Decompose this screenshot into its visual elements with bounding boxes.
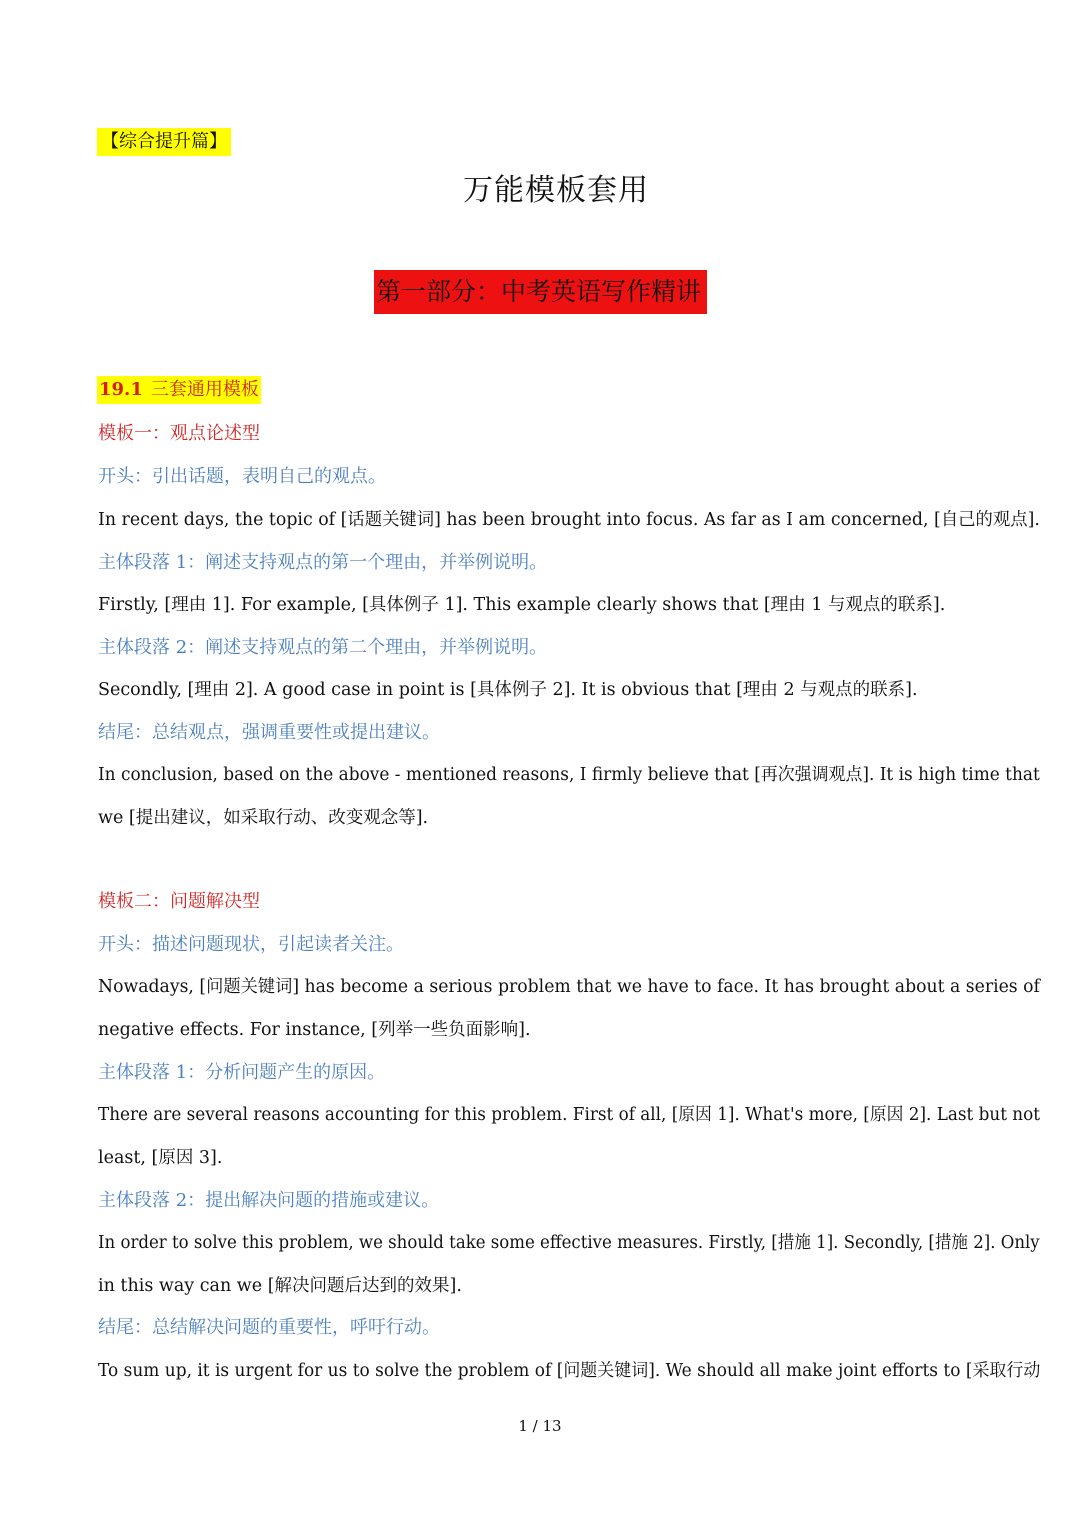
template1-opening-text: In recent days, the topic of [话题关键词] has been brought into focus. As far as I am concerned, [自己的观点]. xyxy=(98,510,1040,530)
template2-body1-text-2: least, [原因 3]. xyxy=(98,1148,223,1168)
template2-body2-text-2: in this way can we [解决问题后达到的效果]. xyxy=(98,1276,462,1296)
template1-body1-label: 主体段落 1：阐述支持观点的第一个理由，并举例说明。 xyxy=(98,552,548,573)
part-banner: 第一部分：中考英语写作精讲 xyxy=(374,270,707,314)
template1-ending-text-2: we [提出建议，如采取行动、改变观念等]. xyxy=(98,808,429,828)
template2-heading: 模板二：问题解决型 xyxy=(98,891,260,912)
template2-body2-label: 主体段落 2：提出解决问题的措施或建议。 xyxy=(98,1190,440,1211)
page-title: 万能模板套用 xyxy=(463,173,649,208)
template2-ending-label: 结尾：总结解决问题的重要性，呼吁行动。 xyxy=(98,1317,440,1338)
template2-opening-label: 开头：描述问题现状，引起读者关注。 xyxy=(98,934,404,955)
template2-body1-text-1: There are several reasons accounting for this problem. First of all, [原因 1]. What's more, [原因 2]. Last but not xyxy=(98,1105,1040,1125)
template2-ending-text-1: To sum up, it is urgent for us to solve the problem of [问题关键词]. We should all make joint efforts to [采取行动 xyxy=(98,1361,1041,1381)
template2-body2-text-1: In order to solve this problem, we should take some effective measures. Firstly, [措施 1]. Secondly, [措施 2]. Only xyxy=(98,1233,1040,1253)
category-tag: 【综合提升篇】 xyxy=(97,128,231,156)
section-name: 三套通用模板 xyxy=(150,379,259,400)
page-number: 1 / 13 xyxy=(518,1417,562,1435)
section-number: 19.1 xyxy=(99,379,143,400)
template1-ending-label: 结尾：总结观点，强调重要性或提出建议。 xyxy=(98,722,440,743)
template1-body1-text: Firstly, [理由 1]. For example, [具体例子 1]. This example clearly shows that [理由 1 与观点的联系]. xyxy=(98,595,946,615)
template1-ending-text-1: In conclusion, based on the above - mentioned reasons, I firmly believe that [再次强调观点]. It is high time that xyxy=(98,765,1040,785)
section-heading xyxy=(97,376,261,404)
template2-opening-text-2: negative effects. For instance, [列举一些负面影响]. xyxy=(98,1020,531,1040)
template1-body2-label: 主体段落 2：阐述支持观点的第二个理由，并举例说明。 xyxy=(98,637,548,658)
template1-heading: 模板一：观点论述型 xyxy=(98,423,260,444)
template2-body1-label: 主体段落 1：分析问题产生的原因。 xyxy=(98,1062,386,1083)
template1-opening-label: 开头：引出话题，表明自己的观点。 xyxy=(98,466,386,487)
template1-body2-text: Secondly, [理由 2]. A good case in point is [具体例子 2]. It is obvious that [理由 2 与观点的联系]. xyxy=(98,680,918,700)
template2-opening-text-1: Nowadays, [问题关键词] has become a serious problem that we have to face. It has brought about a series of xyxy=(98,977,1040,997)
